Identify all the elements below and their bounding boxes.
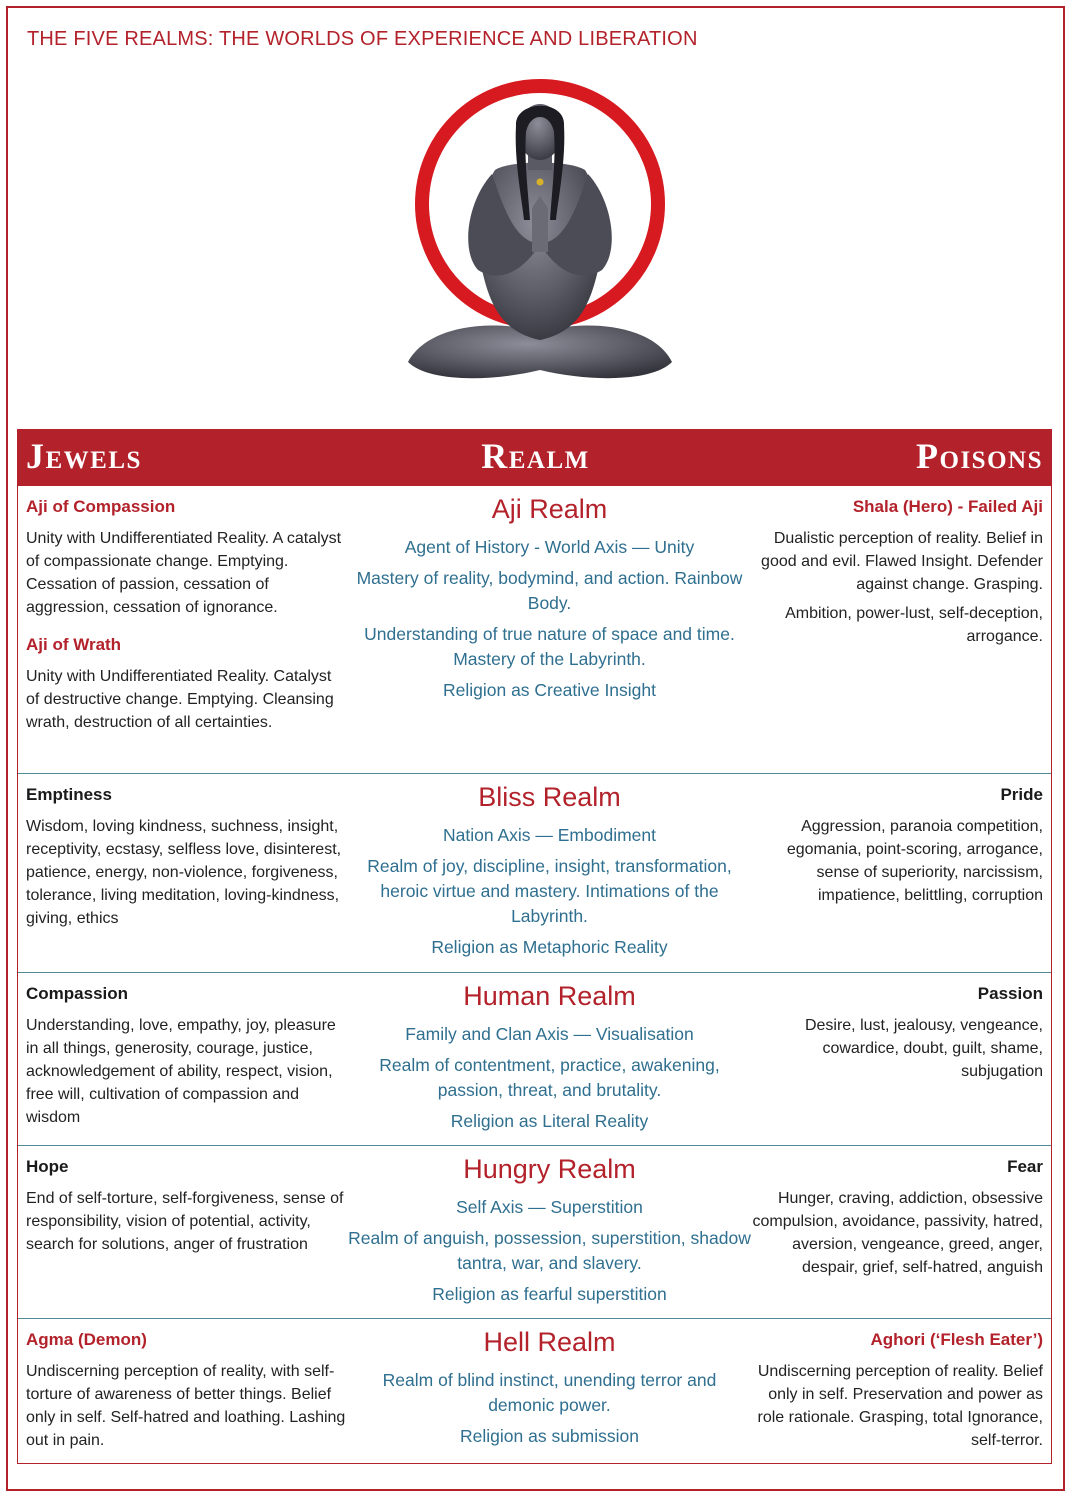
jewels-cell bbox=[26, 785, 346, 930]
poison-text: Ambition, power-lust, self-deception, arrogance. bbox=[785, 605, 1043, 645]
poison-heading: Shala (Hero) - Failed Aji bbox=[852, 497, 1043, 516]
realm-line: Religion as submission bbox=[460, 1426, 639, 1446]
realm-title: Human Realm bbox=[463, 981, 636, 1011]
page-title: THE FIVE REALMS: THE WORLDS OF EXPERIENCE AND LIBERATION bbox=[27, 28, 698, 50]
poison-heading: Aghori (‘Flesh Eater’) bbox=[870, 1330, 1043, 1349]
realm-title: Aji Realm bbox=[491, 494, 608, 524]
jewel-heading: Hope bbox=[26, 1157, 69, 1176]
realm-line: Realm of joy, discipline, insight, transformation, heroic virtue and mastery. Intimations of the Labyrinth. bbox=[367, 856, 732, 926]
poisons-cell bbox=[743, 1330, 1043, 1452]
poison-text: Aggression, paranoia competition, egomania, point-scoring, arrogance, sense of superiority, narcissism, impatience, belittling, corruption bbox=[786, 818, 1043, 904]
jewels-cell bbox=[26, 1330, 346, 1452]
realm-cell bbox=[348, 1154, 751, 1307]
realm-title: Bliss Realm bbox=[478, 782, 621, 812]
row-bliss-realm bbox=[18, 773, 1051, 973]
row-hell-realm bbox=[18, 1318, 1051, 1464]
jewels-cell bbox=[26, 984, 346, 1129]
realm-line: Religion as Literal Reality bbox=[450, 1111, 649, 1131]
realm-line: Realm of contentment, practice, awakening, passion, threat, and brutality. bbox=[379, 1055, 720, 1100]
jewel-text: Understanding, love, empathy, joy, pleasure in all things, generosity, courage, justice, acknowledgement of ability, respect, vision, free will, cultivation of compassion and wisdom bbox=[26, 1017, 336, 1126]
meditating-figure-illustration bbox=[390, 70, 690, 390]
realm-line: Realm of blind instinct, unending terror and demonic power. bbox=[382, 1370, 717, 1415]
row-human-realm bbox=[18, 972, 1051, 1146]
jewel-text: Undiscerning perception of reality, with self-torture of awareness of better things. Belief only in self. Self-hatred and loathing. Lashing out in pain. bbox=[26, 1363, 346, 1449]
realm-line: Nation Axis — Embodiment bbox=[442, 825, 656, 845]
poison-text: Dualistic perception of reality. Belief in good and evil. Flawed Insight. Defender against change. Grasping. bbox=[761, 530, 1043, 593]
figure-hands bbox=[532, 196, 548, 252]
poison-heading: Passion bbox=[977, 984, 1043, 1003]
poison-text: Hunger, craving, addiction, obsessive compulsion, avoidance, passivity, hatred, aversion, vengeance, greed, anger, despair, grief, self-hatred, anguish bbox=[752, 1190, 1043, 1276]
realm-line: Agent of History - World Axis — Unity bbox=[404, 537, 695, 557]
jewel-heading: Compassion bbox=[26, 984, 129, 1003]
poisons-cell bbox=[743, 984, 1043, 1083]
realm-line: Religion as Metaphoric Reality bbox=[431, 937, 668, 957]
realm-line: Self Axis — Superstition bbox=[456, 1197, 643, 1217]
realm-title: Hungry Realm bbox=[463, 1154, 636, 1184]
jewels-cell bbox=[26, 1157, 346, 1256]
jewels-cell bbox=[26, 497, 346, 734]
poisons-cell bbox=[743, 497, 1043, 648]
realm-line: Realm of anguish, possession, superstition, shadow tantra, war, and slavery. bbox=[348, 1228, 751, 1273]
realm-line: Religion as Creative Insight bbox=[442, 680, 657, 700]
realm-cell bbox=[348, 981, 751, 1134]
poison-text: Desire, lust, jealousy, vengeance, cowardice, doubt, guilt, shame, subjugation bbox=[804, 1017, 1043, 1080]
realms-table bbox=[17, 429, 1052, 1464]
realm-line: Understanding of true nature of space and time. Mastery of the Labyrinth. bbox=[364, 624, 735, 669]
jewel-text: Unity with Undifferentiated Reality. Catalyst of destructive change. Emptying. Cleansing wrath, destruction of all certainties. bbox=[26, 668, 334, 731]
realm-line: Mastery of reality, bodymind, and action. Rainbow Body. bbox=[356, 568, 743, 613]
jewel-text: Unity with Undifferentiated Reality. A catalyst of compassionate change. Emptying. Cessation of passion, cessation of aggression, cessation of ignorance. bbox=[26, 530, 342, 616]
header-jewels: Jewels bbox=[26, 436, 142, 476]
jewel-heading: Emptiness bbox=[26, 785, 112, 804]
poisons-cell bbox=[743, 785, 1043, 907]
jewel-heading: Aji of Compassion bbox=[26, 497, 176, 516]
jewel-heading: Agma (Demon) bbox=[26, 1330, 147, 1349]
realm-cell bbox=[348, 782, 751, 960]
row-hungry-realm bbox=[18, 1145, 1051, 1319]
row-aji-realm bbox=[18, 486, 1051, 773]
poison-heading: Fear bbox=[1007, 1157, 1043, 1176]
figure-svg bbox=[390, 70, 690, 390]
poison-text: Undiscerning perception of reality. Belief only in self. Preservation and power as role rationale. Grasping, total Ignorance, self-terror. bbox=[757, 1363, 1043, 1449]
jewel-text: End of self-torture, self-forgiveness, sense of responsibility, vision of potential, activity, search for solutions, anger of frustration bbox=[26, 1190, 344, 1253]
table-header bbox=[18, 430, 1051, 486]
header-poisons: Poisons bbox=[916, 436, 1043, 476]
poisons-cell bbox=[743, 1157, 1043, 1279]
header-realm: Realm bbox=[481, 436, 590, 476]
realm-line: Religion as fearful superstition bbox=[432, 1284, 667, 1304]
realm-cell bbox=[348, 494, 751, 703]
poison-heading: Pride bbox=[1000, 785, 1043, 804]
realm-line: Family and Clan Axis — Visualisation bbox=[405, 1024, 694, 1044]
realm-cell bbox=[348, 1327, 751, 1449]
jewel-text: Wisdom, loving kindness, suchness, insight, receptivity, ecstasy, selfless love, disinterest, patience, energy, non-violence, forgiveness, tolerance, living meditation, loving-kindness, giving, ethics bbox=[26, 818, 342, 927]
jewel-heading: Aji of Wrath bbox=[26, 635, 122, 654]
realm-title: Hell Realm bbox=[483, 1327, 616, 1357]
